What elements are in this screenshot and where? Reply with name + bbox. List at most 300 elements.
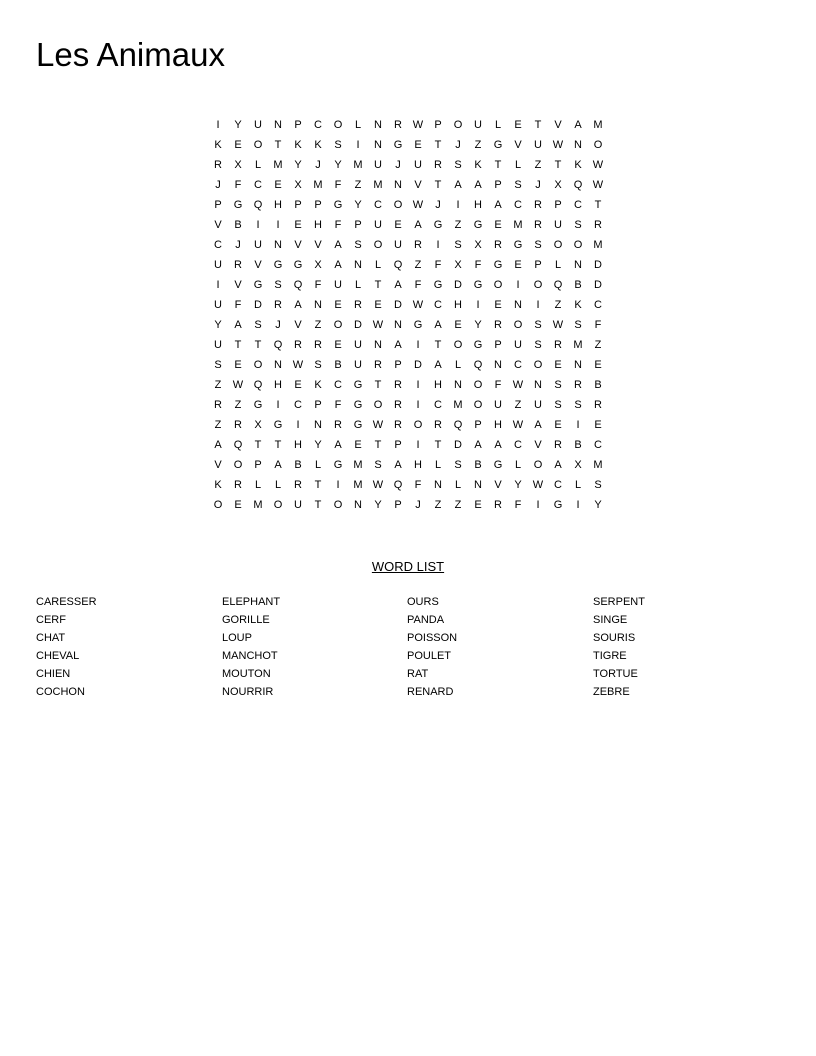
grid-letter: A [474,439,482,451]
grid-letter: I [416,399,420,411]
grid-letter: G [473,219,483,231]
grid-letter: C [514,199,522,211]
grid-letter: D [354,319,362,331]
grid-letter: S [354,239,362,251]
grid-letter: R [354,299,362,311]
grid-letter: Z [534,159,542,171]
grid-letter: S [514,179,522,191]
word-list-item: COCHON [36,686,85,698]
grid-letter: J [395,159,401,171]
grid-letter: T [314,479,322,491]
grid-letter: B [334,359,342,371]
word-list-column [222,593,402,701]
word-list-item: ELEPHANT [222,596,281,608]
grid-letter: G [333,459,343,471]
grid-letter: Y [594,499,602,511]
grid-letter: S [254,319,262,331]
grid-letter: U [414,159,422,171]
grid-letter: S [574,219,582,231]
grid-letter: M [593,239,603,251]
grid-letter: N [394,179,402,191]
grid-letter: I [336,479,340,491]
grid-letter: C [434,399,442,411]
grid-letter: D [394,299,402,311]
grid-letter: C [434,299,442,311]
grid-letter: N [354,259,362,271]
grid-letter: Z [234,399,242,411]
grid-letter: H [414,459,422,471]
grid-letter: A [494,199,502,211]
word-list-item: NOURRIR [222,686,274,698]
grid-letter: O [373,239,383,251]
grid-letter: M [313,179,323,191]
grid-letter: F [494,379,502,391]
grid-letter: S [214,359,222,371]
grid-letter: C [214,239,222,251]
grid-letter: A [554,459,562,471]
grid-letter: O [533,359,543,371]
grid-letter: S [454,159,462,171]
grid-letter: M [353,159,363,171]
word-search-grid [208,115,608,515]
grid-letter: N [454,379,462,391]
grid-letter: N [374,139,382,151]
grid-letter: K [294,139,302,151]
grid-letter: M [353,459,363,471]
grid-letter: B [474,459,482,471]
grid-letter: H [474,199,482,211]
word-list-item: SINGE [593,614,628,626]
grid-letter: P [534,259,542,271]
grid-letter: O [333,499,343,511]
grid-letter: L [314,459,322,471]
grid-letter: C [254,179,262,191]
grid-letter: U [214,339,222,351]
grid-letter: M [573,339,583,351]
grid-letter: O [213,499,223,511]
grid-letter: U [554,219,562,231]
grid-letter: E [454,319,462,331]
grid-letter: D [454,279,462,291]
grid-letter: Z [214,419,222,431]
grid-letter: N [274,359,282,371]
grid-letter: Q [393,479,403,491]
grid-letter: R [434,419,442,431]
word-list-item: CERF [36,614,66,626]
grid-letter: X [574,459,582,471]
grid-letter: U [534,139,542,151]
grid-letter: F [234,179,242,191]
grid-letter: Z [514,399,522,411]
grid-letter: G [393,139,403,151]
grid-letter: V [554,119,562,131]
grid-letter: A [274,459,282,471]
grid-letter: O [553,239,563,251]
grid-letter: T [274,139,282,151]
grid-letter: M [593,119,603,131]
grid-letter: R [554,339,562,351]
grid-letter: G [353,399,363,411]
word-list-item: TORTUE [593,668,638,680]
grid-letter: J [215,179,221,191]
grid-letter: X [554,179,562,191]
grid-letter: S [334,139,342,151]
grid-letter: P [394,359,402,371]
grid-letter: S [534,319,542,331]
grid-letter: A [334,239,342,251]
grid-letter: V [294,239,302,251]
grid-letter: J [235,239,241,251]
grid-letter: E [234,359,242,371]
grid-letter: V [214,459,222,471]
grid-letter: W [412,299,424,311]
grid-letter: R [394,119,402,131]
word-list-item: CHAT [36,632,66,644]
grid-letter: A [334,259,342,271]
grid-letter: H [294,439,302,451]
word-list-item: OURS [407,596,439,608]
grid-letter: O [233,459,243,471]
grid-letter: K [314,379,322,391]
grid-letter: Z [434,499,442,511]
grid-letter: U [334,279,342,291]
grid-letter: C [594,439,602,451]
grid-letter: R [534,199,542,211]
grid-letter: I [276,219,280,231]
grid-letter: X [474,239,482,251]
word-list-item: ZEBRE [593,686,630,698]
grid-letter: F [434,259,442,271]
grid-letter: X [234,159,242,171]
grid-letter: W [372,319,384,331]
grid-letter: X [314,259,322,271]
grid-letter: N [314,419,322,431]
grid-letter: Y [474,319,482,331]
grid-letter: T [434,339,442,351]
grid-letter: C [514,359,522,371]
grid-letter: G [293,259,303,271]
grid-letter: F [334,399,342,411]
grid-letter: I [516,279,520,291]
grid-letter: T [374,439,382,451]
grid-letter: G [413,319,423,331]
grid-letter: L [374,259,382,271]
grid-letter: A [294,299,302,311]
grid-letter: L [554,259,562,271]
grid-letter: A [454,179,462,191]
grid-letter: R [374,359,382,371]
grid-letter: H [434,379,442,391]
grid-letter: V [234,279,242,291]
grid-letter: N [314,299,322,311]
grid-letter: O [413,419,423,431]
grid-letter: T [434,139,442,151]
grid-letter: L [454,359,462,371]
word-list-item: POULET [407,650,452,662]
grid-letter: P [394,439,402,451]
grid-letter: O [533,279,543,291]
grid-letter: I [416,379,420,391]
grid-letter: G [433,279,443,291]
grid-letter: A [574,119,582,131]
grid-letter: S [534,339,542,351]
grid-letter: R [314,339,322,351]
grid-letter: V [254,259,262,271]
grid-letter: N [534,379,542,391]
grid-letter: O [393,199,403,211]
grid-letter: N [574,359,582,371]
word-list-item: CARESSER [36,596,97,608]
grid-letter: V [534,439,542,451]
grid-letter: L [454,479,462,491]
grid-letter: I [296,419,300,431]
grid-letter: W [372,479,384,491]
grid-letter: O [593,139,603,151]
grid-letter: P [294,199,302,211]
grid-letter: G [493,259,503,271]
grid-letter: E [294,219,302,231]
grid-letter: J [535,179,541,191]
word-list-item: SOURIS [593,632,636,644]
grid-letter: E [474,499,482,511]
grid-letter: Q [233,439,243,451]
grid-letter: A [214,439,222,451]
grid-letter: I [436,239,440,251]
grid-letter: T [534,119,542,131]
grid-letter: D [454,439,462,451]
grid-letter: R [294,339,302,351]
grid-letter: Q [473,359,483,371]
grid-letter: E [394,219,402,231]
grid-letter: U [214,299,222,311]
grid-letter: T [254,439,262,451]
grid-letter: B [574,439,582,451]
grid-letter: E [354,439,362,451]
grid-letter: V [414,179,422,191]
grid-letter: N [394,319,402,331]
grid-letter: T [434,179,442,191]
grid-letter: K [574,299,582,311]
grid-letter: N [274,239,282,251]
grid-letter: V [314,239,322,251]
grid-letter: J [315,159,321,171]
grid-letter: K [314,139,322,151]
grid-letter: G [513,239,523,251]
grid-letter: Z [354,179,362,191]
grid-letter: M [593,459,603,471]
grid-letter: Y [514,479,522,491]
grid-letter: O [333,119,343,131]
grid-letter: K [214,479,222,491]
grid-letter: F [414,479,422,491]
grid-letter: M [453,399,463,411]
grid-letter: W [552,319,564,331]
grid-letter: T [554,159,562,171]
grid-letter: Z [414,259,422,271]
grid-letter: A [414,219,422,231]
grid-letter: L [494,119,502,131]
grid-letter: M [353,479,363,491]
grid-letter: Z [314,319,322,331]
grid-letter: C [314,119,322,131]
grid-letter: J [455,139,461,151]
grid-letter: L [274,479,282,491]
grid-letter: E [554,419,562,431]
grid-letter: W [512,379,524,391]
grid-letter: R [274,299,282,311]
grid-letter: A [474,179,482,191]
grid-letter: C [574,199,582,211]
grid-letter: F [334,219,342,231]
grid-letter: C [594,299,602,311]
grid-letter: R [234,259,242,271]
grid-letter: E [514,119,522,131]
word-list-item: PANDA [407,614,445,626]
grid-letter: G [553,499,563,511]
grid-letter: L [354,279,362,291]
grid-letter: O [453,339,463,351]
grid-letter: H [274,379,282,391]
grid-letter: Q [453,419,463,431]
grid-letter: G [233,199,243,211]
grid-letter: E [594,419,602,431]
grid-letter: E [234,499,242,511]
grid-letter: F [234,299,242,311]
grid-letter: V [294,319,302,331]
grid-letter: T [434,439,442,451]
grid-letter: I [276,399,280,411]
grid-letter: N [494,359,502,371]
grid-letter: Z [454,499,462,511]
grid-letter: E [274,179,282,191]
grid-letter: V [514,139,522,151]
grid-letter: G [273,259,283,271]
grid-letter: R [394,419,402,431]
grid-letter: U [474,119,482,131]
grid-letter: Q [573,179,583,191]
grid-letter: R [214,399,222,411]
grid-letter: R [234,479,242,491]
grid-letter: N [354,499,362,511]
grid-letter: S [574,399,582,411]
grid-letter: I [416,339,420,351]
grid-letter: Z [474,139,482,151]
grid-letter: S [534,239,542,251]
grid-letter: O [453,119,463,131]
grid-letter: Q [393,259,403,271]
grid-letter: P [294,119,302,131]
grid-letter: R [494,239,502,251]
grid-letter: I [576,499,580,511]
grid-letter: E [294,379,302,391]
grid-letter: P [214,199,222,211]
grid-letter: T [254,339,262,351]
grid-letter: C [374,199,382,211]
grid-letter: R [534,219,542,231]
grid-letter: M [513,219,523,231]
word-list-item: GORILLE [222,614,270,626]
grid-letter: J [435,199,441,211]
grid-letter: U [494,399,502,411]
grid-letter: L [514,159,522,171]
grid-letter: O [373,399,383,411]
grid-letter: W [512,419,524,431]
word-list-column [36,593,216,701]
grid-letter: E [334,299,342,311]
grid-letter: I [216,279,220,291]
grid-letter: V [214,219,222,231]
grid-letter: R [594,219,602,231]
grid-letter: W [232,379,244,391]
grid-letter: S [454,239,462,251]
grid-letter: G [353,379,363,391]
grid-letter: X [454,259,462,271]
grid-letter: R [214,159,222,171]
grid-letter: A [394,459,402,471]
word-list-item: SERPENT [593,596,645,608]
grid-letter: I [256,219,260,231]
grid-letter: F [474,259,482,271]
grid-letter: T [594,199,602,211]
grid-letter: V [494,479,502,491]
grid-letter: N [374,119,382,131]
grid-letter: L [514,459,522,471]
grid-letter: P [554,199,562,211]
grid-letter: P [314,399,322,411]
grid-letter: Z [554,299,562,311]
grid-letter: G [433,219,443,231]
grid-letter: W [412,119,424,131]
grid-letter: L [254,159,262,171]
grid-letter: S [574,319,582,331]
grid-letter: G [493,459,503,471]
grid-letter: U [374,159,382,171]
grid-letter: L [354,119,362,131]
grid-letter: D [594,259,602,271]
grid-letter: W [412,199,424,211]
grid-letter: O [253,359,263,371]
grid-letter: S [554,399,562,411]
grid-letter: Q [553,279,563,291]
grid-letter: C [554,479,562,491]
page-title: Les Animaux [36,36,225,73]
word-list-item: RENARD [407,686,454,698]
grid-letter: I [536,499,540,511]
grid-letter: R [594,399,602,411]
grid-letter: C [514,439,522,451]
grid-letter: I [536,299,540,311]
grid-letter: G [473,339,483,351]
grid-letter: H [274,199,282,211]
grid-letter: A [234,319,242,331]
grid-letter: W [592,159,604,171]
grid-letter: U [254,239,262,251]
grid-letter: G [493,139,503,151]
grid-letter: U [354,339,362,351]
grid-letter: T [374,279,382,291]
grid-letter: Q [293,279,303,291]
grid-letter: X [254,419,262,431]
grid-letter: U [374,219,382,231]
grid-letter: D [594,279,602,291]
grid-letter: Y [314,439,322,451]
grid-letter: R [494,319,502,331]
grid-letter: M [253,499,263,511]
grid-letter: R [414,239,422,251]
grid-letter: L [434,459,442,471]
grid-letter: R [574,379,582,391]
grid-letter: S [454,459,462,471]
